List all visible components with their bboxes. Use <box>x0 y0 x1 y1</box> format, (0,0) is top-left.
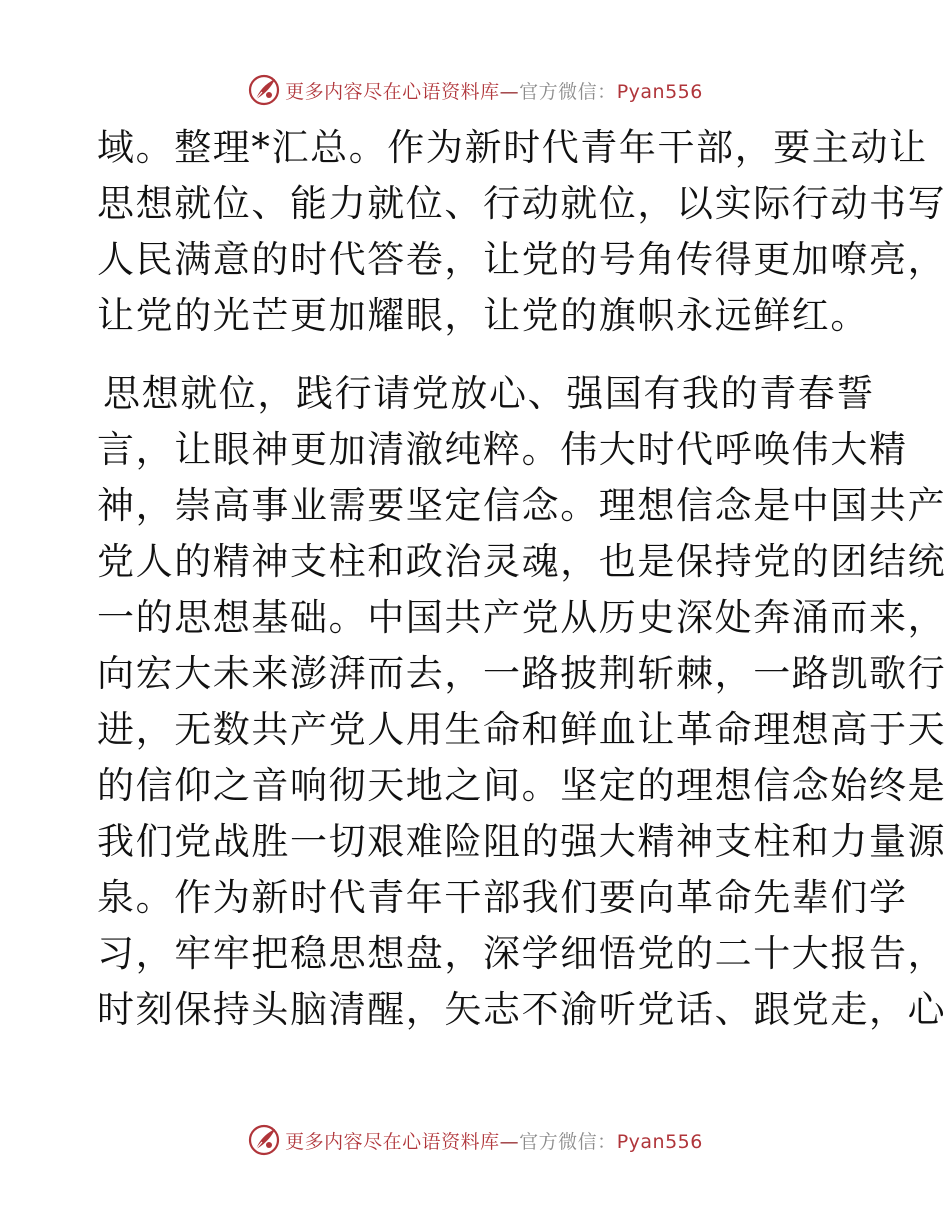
footer-separator: — <box>499 1130 520 1153</box>
text-line: 时刻保持头脑清醒，矢志不渝听党话、跟党走，心 <box>97 988 947 1031</box>
text-line: 人民满意的时代答卷，让党的号角传得更加嘹亮， <box>97 238 947 281</box>
document-body <box>97 120 947 1038</box>
header-banner <box>0 70 950 110</box>
text-line: 的信仰之音响彻天地之间。坚定的理想信念始终是 <box>97 764 947 807</box>
text-line: 泉。作为新时代青年干部我们要向革命先辈们学 <box>97 876 908 919</box>
text-line: 思想就位、能力就位、行动就位，以实际行动书写 <box>97 182 947 225</box>
text-line: 域。整理*汇总。作为新时代青年干部，要主动让 <box>97 126 928 169</box>
footer-site-text: 更多内容尽在心语资料库 <box>285 1130 500 1153</box>
paragraph-2 <box>97 366 947 1038</box>
header-banner-text <box>285 77 703 104</box>
text-line: 一的思想基础。中国共产党从历史深处奔涌而来， <box>97 596 947 639</box>
feather-pen-logo-icon <box>247 73 281 107</box>
footer-wechat-id: Pyan556 <box>616 1130 703 1153</box>
text-line: 思想就位，践行请党放心、强国有我的青春誓 <box>103 372 875 415</box>
footer-banner-text <box>285 1127 703 1154</box>
text-line: 我们党战胜一切艰难险阻的强大精神支柱和力量源 <box>97 820 947 863</box>
paragraph-gap <box>97 344 857 366</box>
text-line: 习，牢牢把稳思想盘，深学细悟党的二十大报告， <box>97 932 947 975</box>
text-line: 进，无数共产党人用生命和鲜血让革命理想高于天 <box>97 708 947 751</box>
text-line: 向宏大未来澎湃而去，一路披荆斩棘，一路凯歌行 <box>97 652 947 695</box>
feather-pen-logo-icon <box>247 1123 281 1157</box>
footer-banner <box>0 1120 950 1160</box>
paragraph-1 <box>97 120 947 344</box>
text-line: 神，崇高事业需要坚定信念。理想信念是中国共产 <box>97 484 947 527</box>
header-site-text: 更多内容尽在心语资料库 <box>285 80 500 103</box>
text-line: 言，让眼神更加清澈纯粹。伟大时代呼唤伟大精 <box>97 428 908 471</box>
text-line: 让党的光芒更加耀眼，让党的旗帜永远鲜红。 <box>97 294 869 337</box>
header-separator: — <box>499 80 520 103</box>
text-line: 党人的精神支柱和政治灵魂，也是保持党的团结统 <box>97 540 947 583</box>
header-wechat-label: 官方微信： <box>519 80 617 103</box>
footer-wechat-label: 官方微信： <box>519 1130 617 1153</box>
header-wechat-id: Pyan556 <box>616 80 703 103</box>
